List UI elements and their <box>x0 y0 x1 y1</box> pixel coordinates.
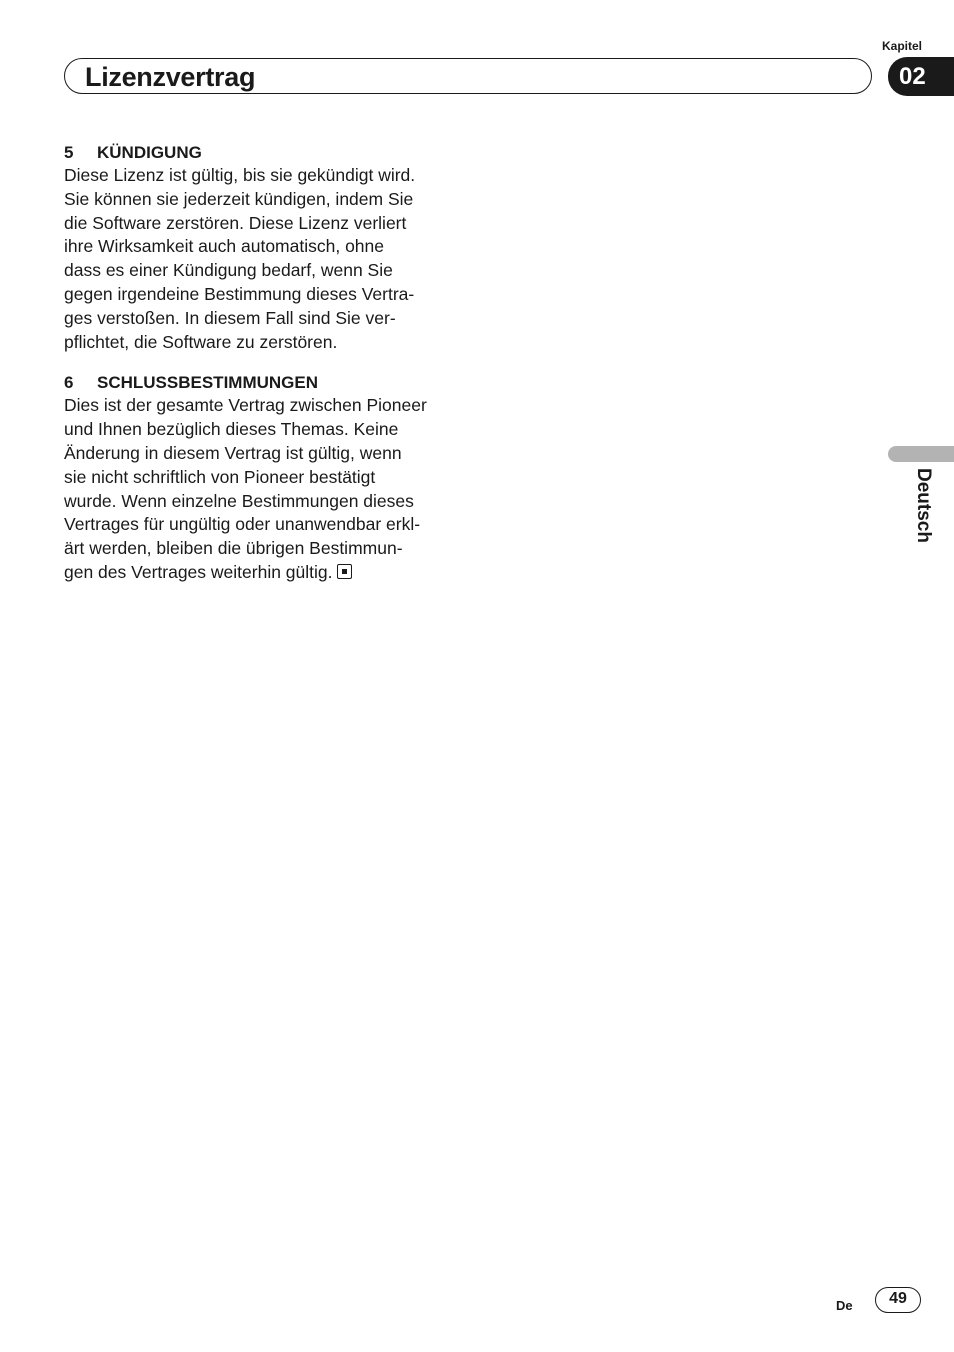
page-number: 49 <box>875 1287 921 1313</box>
footer-language-code: De <box>836 1298 853 1313</box>
section-body-text: Dies ist der gesamte Vertrag zwischen Pioneer und Ihnen bezüglich dieses Themas. Keine Änderung in diesem Vertrag ist gültig, wenn sie nicht schriftlich von Pioneer bestätigt wurde. Wenn einzelne Bestimmungen dieses Vertrages für ungültig oder unanwendbar erkl- ärt werden, bleiben die übrigen Bestimmun- gen des Vertrages weiterhin gültig. <box>64 395 427 582</box>
section-termination <box>64 142 456 354</box>
chapter-number-badge: 02 <box>888 57 954 96</box>
section-heading <box>64 372 456 394</box>
chapter-header-bar <box>64 58 872 94</box>
section-body: Diese Lizenz ist gültig, bis sie gekündigt wird. Sie können sie jederzeit kündigen, indem Sie die Software zerstören. Diese Lizenz verliert ihre Wirksamkeit auch automatisch, ohne dass es einer Kündigung bedarf, wenn Sie gegen irgendeine Bestimmung dieses Vertra- ges verstoßen. In diesem Fall sind Sie ver- pflichtet, die Software zu zerstören. <box>64 165 416 352</box>
section-heading <box>64 142 456 164</box>
section-final-provisions <box>64 372 456 584</box>
language-tab <box>888 446 954 462</box>
section-body <box>64 394 456 584</box>
section-number: 5 <box>64 143 74 162</box>
page-title: Lizenzvertrag <box>85 62 256 92</box>
section-title: SCHLUSSBESTIMMUNGEN <box>97 373 319 393</box>
main-content <box>64 142 456 603</box>
chapter-label: Kapitel <box>882 39 923 53</box>
language-label: Deutsch <box>913 468 934 543</box>
section-number: 6 <box>64 373 74 393</box>
end-of-section-square-icon <box>337 564 352 579</box>
section-title: KÜNDIGUNG <box>97 143 202 162</box>
